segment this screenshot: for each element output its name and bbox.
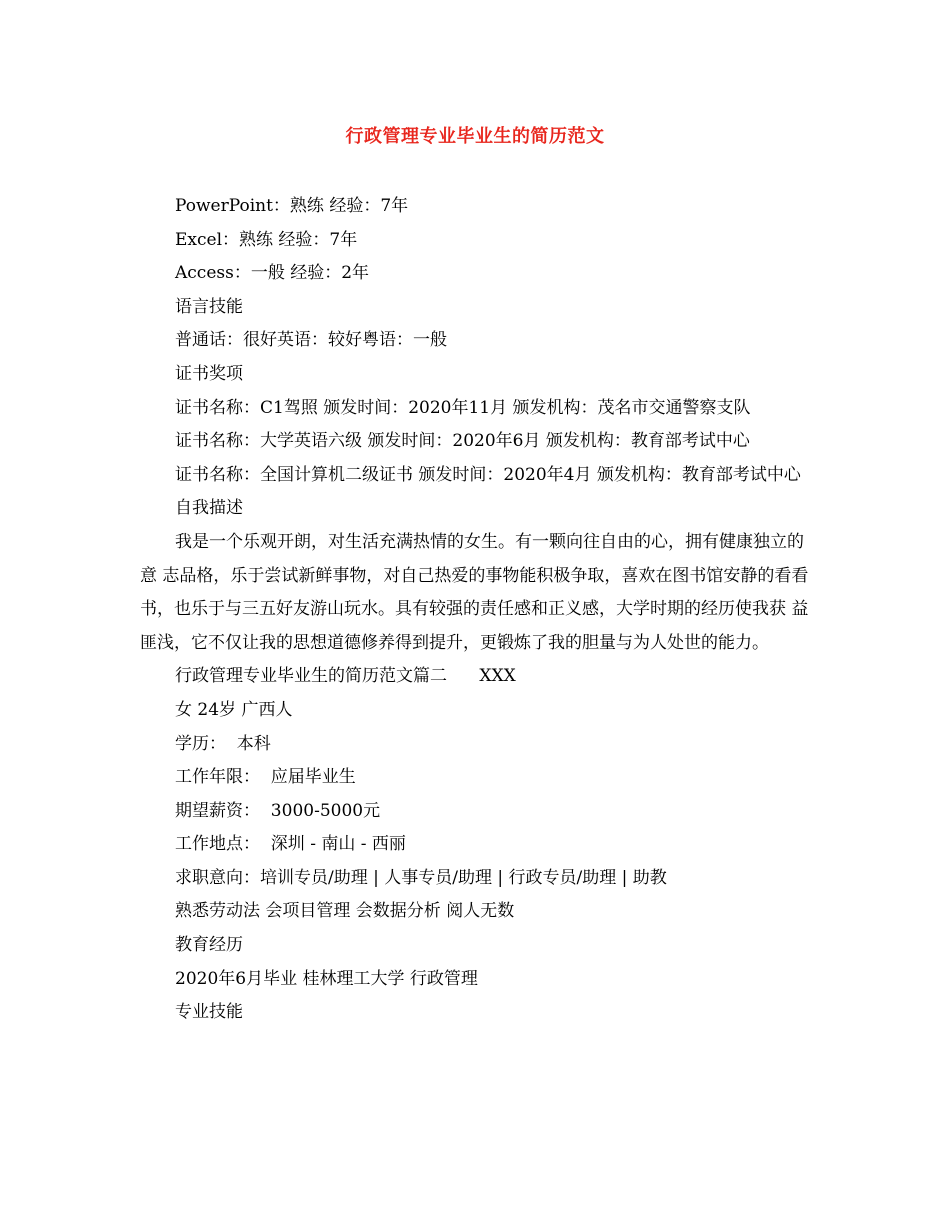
certificate-computer: 证书名称：全国计算机二级证书 颁发时间：2020年4月 颁发机构：教育部考试中心 [175,464,801,485]
work-location: 工作地点： 深圳 - 南山 - 西丽 [175,834,406,855]
section-heading-certificates: 证书奖项 [175,363,243,384]
resume-two-heading: 行政管理专业毕业生的简历范文篇二 XXX [175,666,516,687]
skill-excel: Excel：熟练 经验：7年 [175,229,358,250]
work-years: 工作年限： 应届毕业生 [175,767,356,788]
certificate-driving: 证书名称：C1驾照 颁发时间：2020年11月 颁发机构：茂名市交通警察支队 [175,397,751,418]
section-heading-self-description: 自我描述 [175,498,243,519]
section-heading-language: 语言技能 [175,296,243,317]
language-skills: 普通话：很好英语：较好粤语：一般 [175,330,447,351]
job-intention: 求职意向：培训专员/助理 | 人事专员/助理 | 行政专员/助理 | 助教 [175,867,667,888]
document-body [140,190,816,1030]
expected-salary: 期望薪资： 3000-5000元 [175,800,381,821]
self-description-text: 我是一个乐观开朗，对生活充满热情的女生。有一颗向往自由的心，拥有健康独立的意 志品格，乐于尝试新鲜事物，对自己热爱的事物能积极争取，喜欢在图书馆安静的看看 书，也乐于与三五好友游山玩水。具有较强的责任感和正义感，大学时期的经历使我获 益匪浅，它不仅让我的思想道德修养得到提升，更锻炼了我的胆量与为人处世的能力。 [140,531,814,653]
section-heading-professional-skills: 专业技能 [175,1002,243,1023]
education-level: 学历： 本科 [175,733,271,754]
education-entry: 2020年6月毕业 桂林理工大学 行政管理 [175,968,478,989]
skill-tags: 熟悉劳动法 会项目管理 会数据分析 阅人无数 [175,901,515,922]
skill-access: Access：一般 经验：2年 [175,263,370,284]
skill-powerpoint: PowerPoint：熟练 经验：7年 [175,196,409,216]
section-heading-education: 教育经历 [175,935,243,956]
document-title: 行政管理专业毕业生的简历范文 [345,126,605,147]
personal-info: 女 24岁 广西人 [175,699,293,720]
certificate-cet6: 证书名称：大学英语六级 颁发时间：2020年6月 颁发机构：教育部考试中心 [175,431,750,452]
